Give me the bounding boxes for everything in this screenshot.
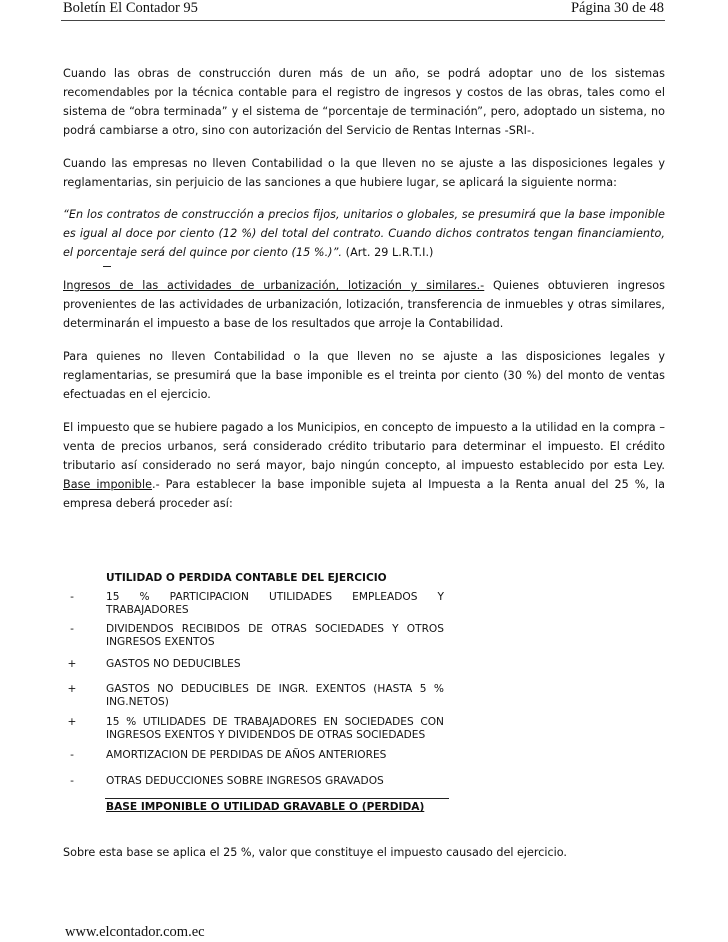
row-description: GASTOS NO DEDUCIBLES DE INGR. EXENTOS (HASTA 5 % ING.NETOS) [106,683,444,708]
row-description: GASTOS NO DEDUCIBLES [106,658,241,670]
document-title: Boletín El Contador 95 [63,0,198,16]
section-heading-urbanization: Ingresos de las actividades de urbanización, lotización y similares.- [63,279,485,292]
paragraph-urbanization [63,276,665,333]
page-number: Página 30 de 48 [570,0,664,16]
row-sign: - [70,749,74,761]
paragraph-presumption: Para quienes no lleven Contabilidad o la que lleven no se ajuste a las disposiciones legales y reglamentarias, se presumirá que la base imponible es el treinta por ciento (30 %) del monto de ventas efectuadas en el ejercicio. [63,350,665,401]
paragraph-construction-systems: Cuando las obras de construcción duren más de un año, se podrá adoptar uno de los sistemas recomendables por la técnica contable para el registro de ingresos y costos de las obras, tales como el sistema de “obra terminada” y el sistema de “porcentaje de terminación”, pero, adoptado un sistema, no podrá cambiarse a otro, sino con autorización del Servicio de Rentas Internas -SRI-. [63,67,665,137]
row-description: 15 % PARTICIPACION UTILIDADES EMPLEADOS Y TRABAJADORES [106,591,444,616]
row-sign: + [67,716,77,728]
table-header: UTILIDAD O PERDIDA CONTABLE DEL EJERCICIO [106,572,387,584]
urbanization-text: Quienes obtuvieren ingresos provenientes de las actividades de urbanización, lotización, transferencia de inmuebles y otras similares, determinarán el impuesto a base de los resultados que arroje la Contabilidad. [63,279,665,330]
row-description: 15 % UTILIDADES DE TRABAJADORES EN SOCIEDADES CON INGRESOS EXENTOS Y DIVIDENDOS DE OTRAS SOCIEDADES [106,716,444,741]
closing-sentence: Sobre esta base se aplica el 25 %, valor que constituye el impuesto causado del ejercicio. [63,846,567,859]
row-sign: + [67,658,77,670]
taxable-base-text: .- Para establecer la base imponible sujeta al Impuesta a la Renta anual del 25 %, la empresa deberá proceder así: [63,478,665,510]
table-total-divider [105,798,449,799]
paragraph-quote [63,205,665,262]
header-divider [61,20,665,21]
quote-text: “En los contratos de construcción a precios fijos, unitarios o globales, se presumirá que la base imponible es igual al doce por ciento (12 %) del total del contrato. Cuando dichos contratos tengan financiamiento, el porcentaje será del quince por ciento (15 %.)”. [63,208,665,259]
row-sign: - [70,775,74,787]
row-description: DIVIDENDOS RECIBIDOS DE OTRAS SOCIEDADES Y OTROS INGRESOS EXENTOS [106,623,444,648]
row-description: AMORTIZACION DE PERDIDAS DE AÑOS ANTERIORES [106,749,387,761]
municipal-tax-text: El impuesto que se hubiere pagado a los Municipios, en concepto de impuesto a la utilidad en la compra – venta de precios urbanos, será considerado crédito tributario para determinar el impuesto. El crédito tributario así considerado no será mayor, bajo ningún concepto, al impuesto establecido por esta Ley. [63,421,665,472]
paragraph-municipal-tax [63,418,665,513]
row-description: OTRAS DEDUCCIONES SOBRE INGRESOS GRAVADOS [106,775,384,787]
blank-underline-mark [103,266,111,267]
section-heading-taxable-base: Base imponible [63,478,153,491]
footer-website: www.elcontador.com.ec [65,924,205,940]
paragraph-no-accounting: Cuando las empresas no lleven Contabilidad o la que lleven no se ajuste a las disposiciones legales y reglamentarias, sin perjuicio de las sanciones a que hubiere lugar, se aplicará la siguiente norma: [63,157,665,189]
row-sign: - [70,591,74,603]
table-total: BASE IMPONIBLE O UTILIDAD GRAVABLE O (PERDIDA) [106,801,425,813]
row-sign: - [70,623,74,635]
row-sign: + [67,683,77,695]
article-reference: (Art. 29 L.R.T.I.) [342,246,434,259]
